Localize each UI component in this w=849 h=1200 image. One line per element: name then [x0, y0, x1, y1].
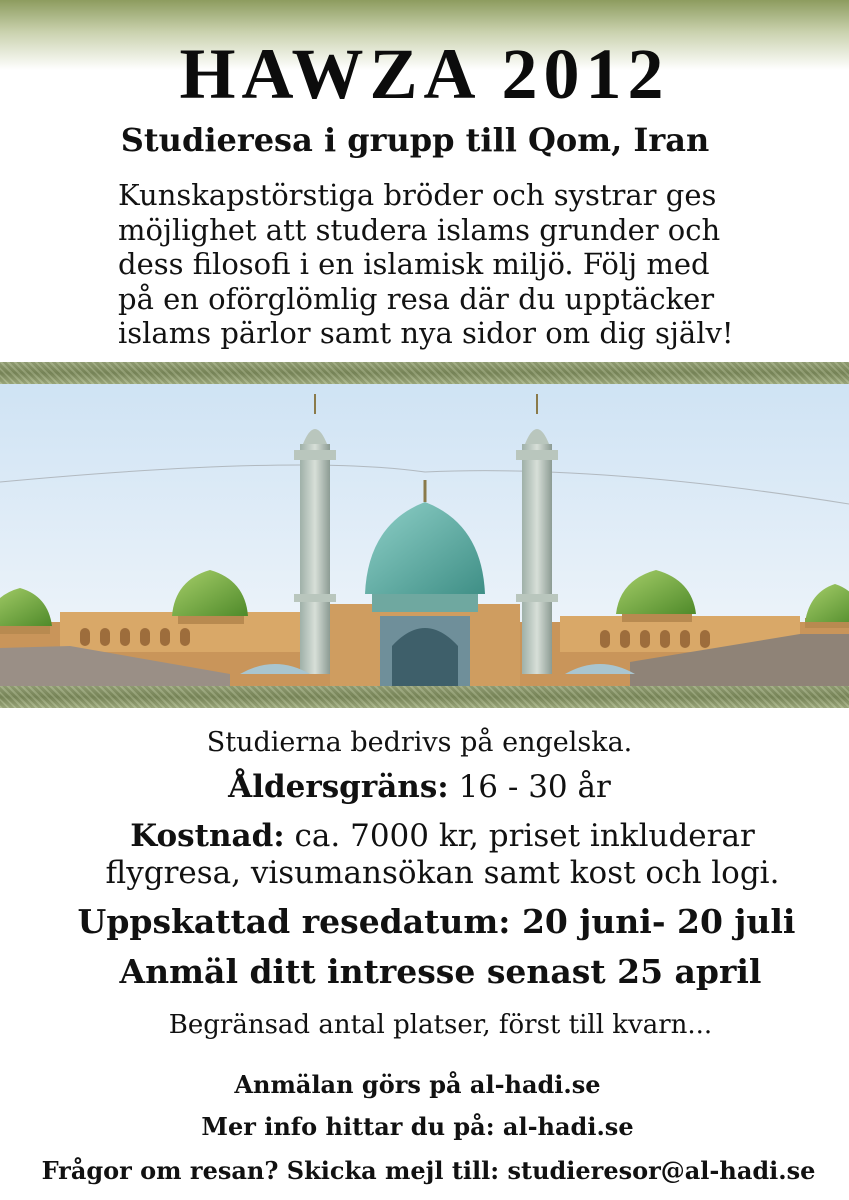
contact-email-line: Frågor om resan? Skicka mejl till: studieresor@al-hadi.se — [41, 1156, 816, 1185]
language-info: Studierna bedrivs på engelska. — [206, 727, 633, 758]
apply-info: Anmälan görs på al-hadi.se — [234, 1070, 601, 1099]
intro-line: Kunskapstörstiga bröder och systrar ges — [118, 178, 717, 212]
age-limit — [0, 768, 844, 806]
age-label: Åldersgräns: — [228, 769, 449, 805]
travel-dates: Uppskattad resedatum: 20 juni- 20 juli — [77, 902, 796, 941]
registration-deadline: Anmäl ditt intresse senast 25 april — [119, 952, 762, 991]
intro-line: möjlighet att studera islams grunder och — [118, 212, 721, 247]
decorative-band-top — [0, 362, 849, 384]
age-value: 16 - 30 år — [448, 769, 611, 805]
intro-line: på en oförglömlig resa där du upptäcker — [118, 281, 715, 316]
more-info: Mer info hittar du på: al-hadi.se — [201, 1112, 634, 1141]
mosque-photo — [0, 384, 849, 686]
page-subtitle: Studieresa i grupp till Qom, Iran — [120, 121, 710, 159]
decorative-band-bottom — [0, 686, 849, 708]
intro-line: dess filosofi i en islamisk miljö. Följ med — [118, 247, 710, 281]
page-title: HAWZA 2012 — [179, 34, 670, 114]
cost-info — [18, 818, 849, 892]
cost-value: ca. 7000 kr, priset inkluderar — [284, 818, 755, 854]
cost-line-2: flygresa, visumansökan samt kost och logi. — [105, 855, 780, 891]
cost-label: Kostnad: — [130, 818, 285, 854]
limited-seats-note: Begränsad antal platser, först till kvarn... — [168, 1010, 713, 1040]
intro-paragraph — [118, 178, 818, 351]
intro-line: islams pärlor samt nya sidor om dig själv! — [118, 316, 734, 350]
